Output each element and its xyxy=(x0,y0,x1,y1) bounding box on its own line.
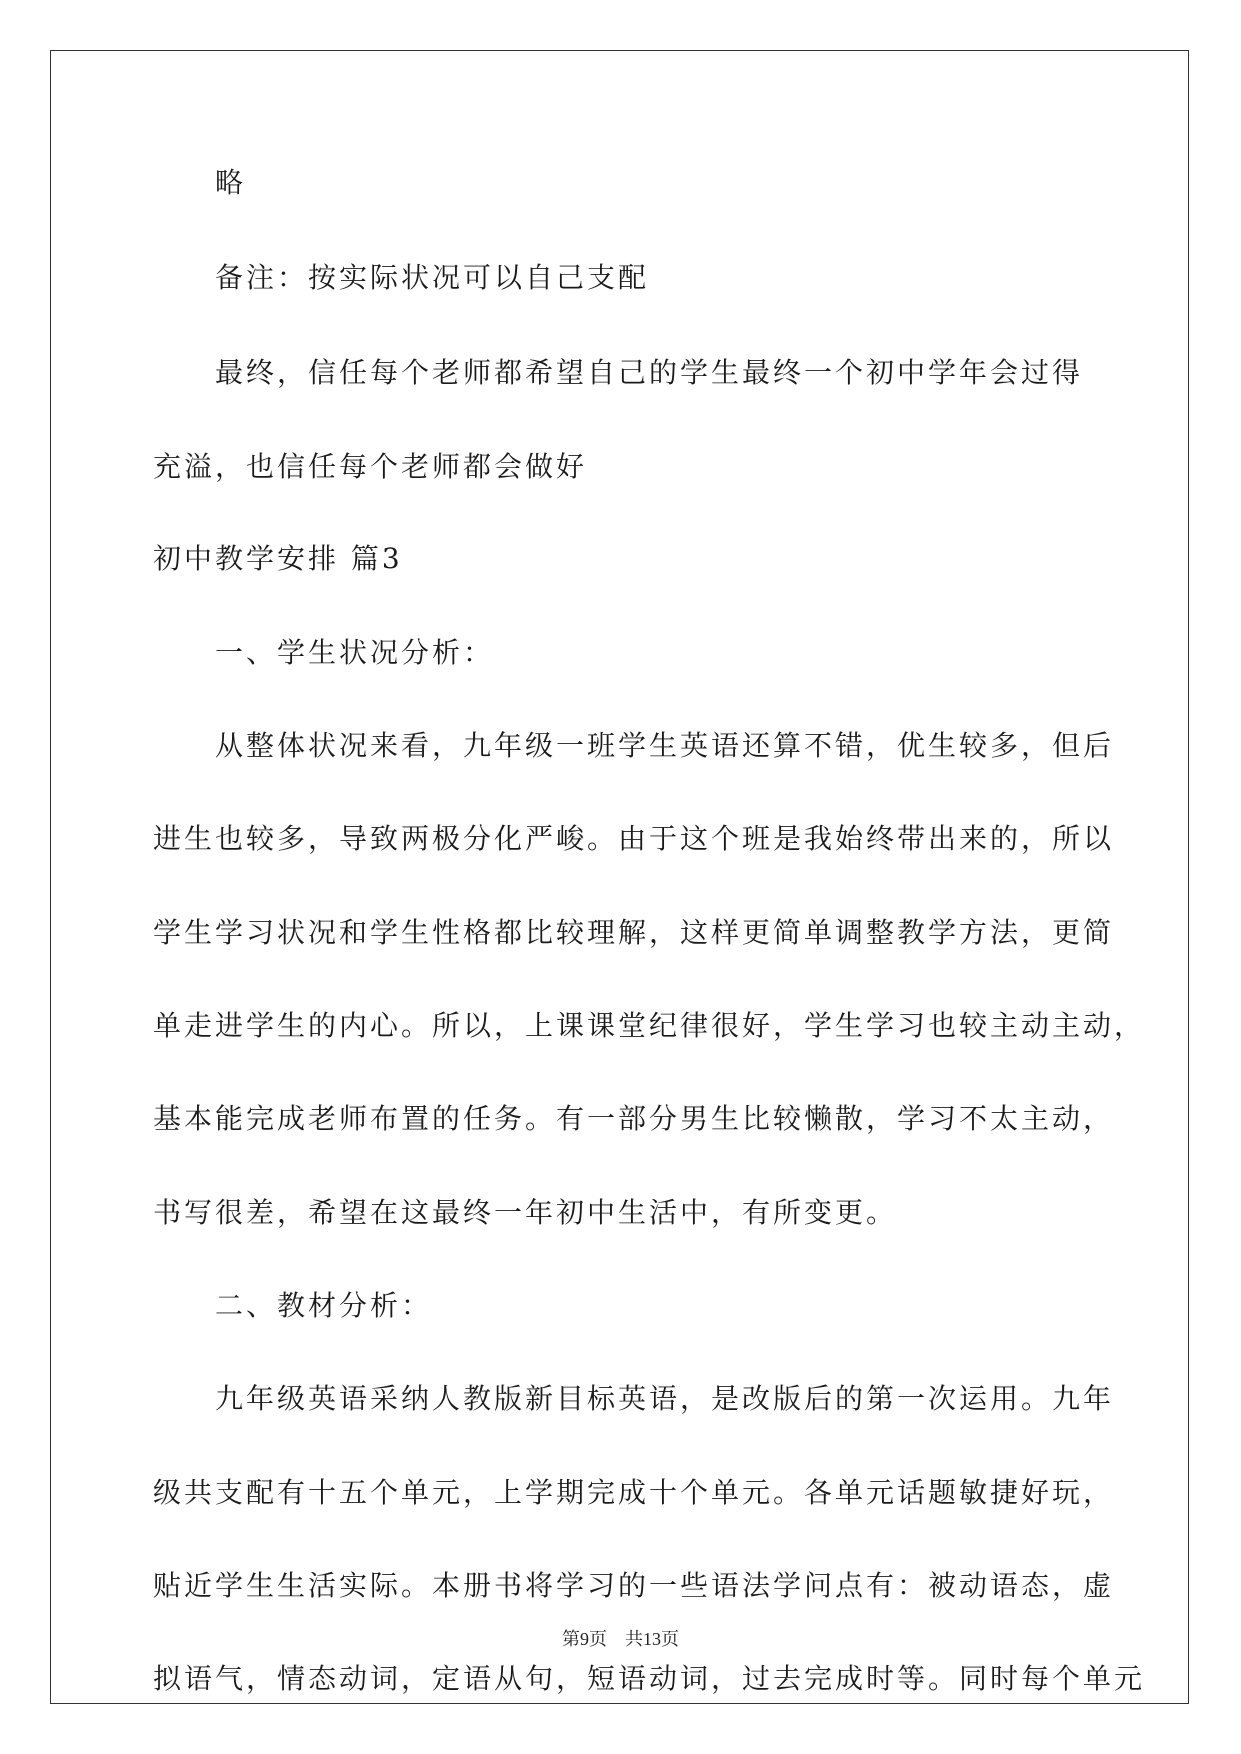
paragraph-line: 进生也较多，导致两极分化严峻。由于这个班是我始终带出来的，所以 xyxy=(153,822,1115,855)
page-total: 共13页 xyxy=(625,1629,679,1649)
paragraph-line: 从整体状况来看，九年级一班学生英语还算不错，优生较多，但后 xyxy=(215,729,1115,762)
paragraph-line: 九年级英语采纳人教版新目标英语，是改版后的第一次运用。九年 xyxy=(215,1382,1115,1415)
page-number: 第9页 xyxy=(562,1629,607,1649)
paragraph-line: 基本能完成老师布置的任务。有一部分男生比较懒散，学习不太主动， xyxy=(153,1102,1115,1135)
page-footer xyxy=(0,1628,1241,1650)
paragraph-line: 书写很差，希望在这最终一年初中生活中，有所变更。 xyxy=(153,1196,898,1229)
paragraph-line: 贴近学生生活实际。本册书将学习的一些语法学问点有：被动语态，虚 xyxy=(153,1569,1115,1602)
paragraph-line: 单走进学生的内心。所以，上课课堂纪律很好，学生学习也较主动主动， xyxy=(153,1009,1146,1042)
page-border xyxy=(50,50,1189,1704)
paragraph-line: 充溢，也信任每个老师都会做好 xyxy=(153,450,588,483)
paragraph-line: 学生学习状况和学生性格都比较理解，这样更简单调整教学方法，更简 xyxy=(153,916,1115,949)
paragraph-line: 级共支配有十五个单元，上学期完成十个单元。各单元话题敏捷好玩， xyxy=(153,1476,1115,1509)
note-line: 备注：按实际状况可以自己支配 xyxy=(215,261,650,294)
subsection-heading: 一、学生状况分析： xyxy=(215,636,495,669)
section-heading: 初中教学安排 篇3 xyxy=(153,542,403,575)
paragraph-line: 拟语气，情态动词，定语从句，短语动词，过去完成时等。同时每个单元 xyxy=(153,1662,1146,1695)
subsection-heading: 二、教材分析： xyxy=(215,1289,433,1322)
paragraph-line: 略 xyxy=(215,166,247,199)
paragraph-line: 最终，信任每个老师都希望自己的学生最终一个初中学年会过得 xyxy=(215,356,1084,389)
